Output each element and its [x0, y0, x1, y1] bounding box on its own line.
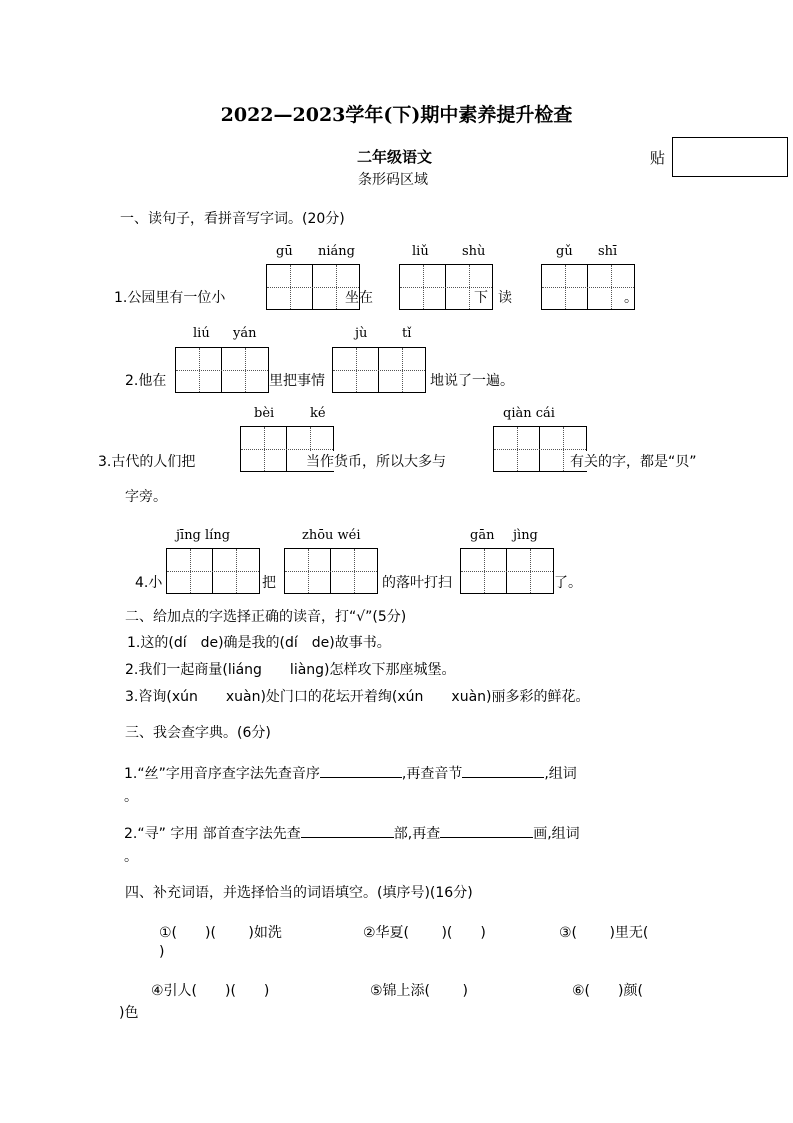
q2-suffix: 地说了一遍。	[430, 373, 514, 389]
section3-q1	[124, 763, 577, 783]
q4-pinyin-1: jīng líng	[176, 528, 231, 543]
section3-heading: 三、我会查字典。(6分)	[125, 725, 271, 741]
section3-q1-end: 。	[124, 789, 138, 805]
q3-prefix: 3.古代的人们把	[98, 454, 196, 470]
section2-item-2: 2.我们一起商量(liáng liàng)怎样攻下那座城堡。	[125, 662, 456, 678]
q2-writing-box-2[interactable]	[332, 347, 426, 393]
section4-idiom-4: ④引人( )( )	[151, 983, 270, 999]
section3-q1-text-c: ,组词	[544, 766, 577, 782]
section3-q2-blank-1[interactable]	[301, 823, 394, 838]
q1-pinyin-2b: shù	[462, 244, 486, 259]
barcode-box	[672, 137, 788, 177]
q4-pinyin-2: zhōu wéi	[302, 528, 361, 543]
q3-continuation: 字旁。	[125, 489, 167, 505]
barcode-area-label: 条形码区域	[358, 172, 428, 188]
q1-pinyin-1a: gū	[276, 244, 293, 259]
section4-idiom-2: ②华夏( )( )	[363, 925, 486, 941]
q2-mid: 里把事情	[269, 373, 325, 389]
q4-pinyin-3a: gān	[470, 528, 495, 543]
section4-idiom-5: ⑤锦上添( )	[370, 983, 468, 999]
q3-pinyin-1a: bèi	[254, 406, 275, 421]
paste-label: 贴	[650, 149, 666, 167]
q1-pinyin-1b: niáng	[318, 244, 355, 259]
section3-q2-blank-2[interactable]	[440, 823, 533, 838]
q2-pinyin-1a: liú	[193, 326, 210, 341]
q4-suffix: 了。	[554, 572, 582, 592]
q4-writing-box-1[interactable]	[166, 548, 260, 594]
section3-q2-text-a: 2.“寻” 字用 部首查字法先查	[124, 826, 301, 842]
section3-q1-text-a: 1.“丝”字用音序查字法先查音序	[124, 766, 320, 782]
section3-q1-blank-1[interactable]	[320, 763, 402, 778]
q4-prefix: 4.小	[135, 575, 163, 591]
q1-suffix: 。	[624, 290, 638, 306]
section2-heading: 二、给加点的字选择正确的读音，打“√”(5分)	[125, 609, 407, 625]
q4-pinyin-3b: jìng	[513, 528, 538, 543]
section4-idiom-3: ③( )里无(	[559, 925, 649, 941]
section4-idiom-1: ①( )( )如洗	[159, 925, 282, 941]
q2-pinyin-2a: jù	[355, 326, 368, 341]
q4-writing-box-2[interactable]	[284, 548, 378, 594]
q3-pinyin-1b: ké	[310, 406, 326, 421]
q3-pinyin-2: qiàn cái	[503, 406, 555, 421]
q2-pinyin-1b: yán	[233, 326, 257, 341]
section3-q1-text-b: ,再查音节	[401, 766, 463, 782]
q1-pinyin-2a: liǔ	[412, 244, 429, 259]
page-title: 2022—2023学年(下)期中素养提升检查	[220, 104, 573, 126]
section4-idiom-3-end: )	[159, 944, 165, 960]
q1-pinyin-3b: shī	[598, 244, 618, 259]
q1-mid-2: 下	[474, 290, 488, 306]
q1-writing-box-3[interactable]	[541, 264, 635, 310]
section3-q1-blank-2[interactable]	[462, 763, 544, 778]
q4-mid-1: 把	[262, 575, 276, 591]
q1-mid-1: 坐在	[345, 290, 373, 306]
section4-idiom-6: ⑥( )颜(	[572, 983, 643, 999]
subject-label: 二年级语文	[357, 148, 433, 166]
q1-pinyin-3a: gǔ	[556, 244, 573, 259]
section3-q2-end: 。	[124, 849, 138, 865]
q2-prefix: 2.他在	[125, 373, 167, 389]
section4-idiom-6-end: )色	[119, 1005, 139, 1021]
section4-heading: 四、补充词语，并选择恰当的词语填空。(填序号)(16分)	[125, 885, 473, 901]
section3-q2-text-c: 画,组词	[533, 826, 580, 842]
section2-item-1: 1.这的(dí de)确是我的(dí de)故事书。	[127, 635, 391, 651]
q1-prefix: 1.公园里有一位小	[114, 290, 226, 306]
q2-writing-box-1[interactable]	[175, 347, 269, 393]
section2-item-3: 3.咨询(xún xuàn)处门口的花坛开着绚(xún xuàn)丽多彩的鲜花。	[125, 689, 590, 705]
section3-q2-text-b: 部,再查	[393, 826, 441, 842]
q4-mid-2: 的落叶打扫	[382, 575, 452, 591]
section3-q2	[124, 823, 580, 843]
section1-heading: 一、读句子，看拼音写字词。(20分)	[120, 211, 345, 227]
q2-pinyin-2b: tǐ	[402, 326, 412, 341]
q3-mid: 当作货币，所以大多与	[306, 451, 446, 471]
q4-writing-box-3[interactable]	[460, 548, 554, 594]
q3-suffix: 有关的字，都是“贝”	[570, 451, 697, 471]
q1-mid-3: 读	[498, 290, 512, 306]
